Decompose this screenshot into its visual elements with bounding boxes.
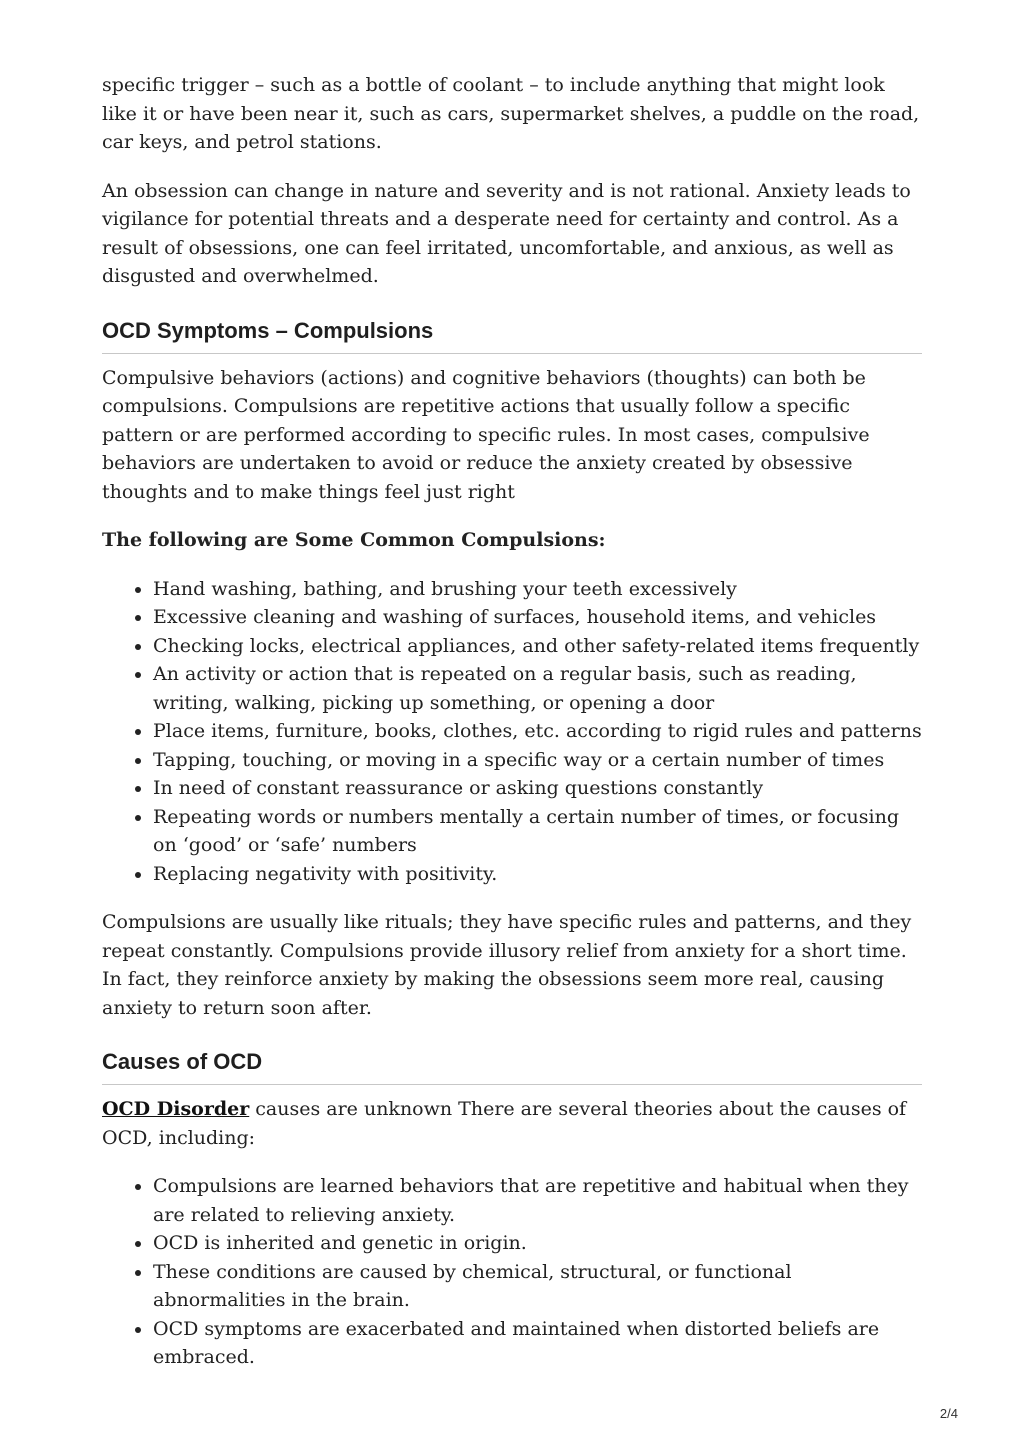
ocd-disorder-link[interactable]: OCD Disorder — [102, 1098, 250, 1120]
causes-heading: Causes of OCD — [102, 1048, 922, 1085]
intro-paragraph-2: An obsession can change in nature and severity and is not rational. Anxiety leads to vigilance for potential threats and a desperate need for certainty and control. As a result of obsessions, one can feel irritated, uncomfortable, and anxious, as well as disgusted and overwhelmed. — [102, 179, 911, 287]
list-item: • Excessive cleaning and washing of surfaces, household items, and vehicles — [153, 603, 922, 632]
list-item: • These conditions are caused by chemical, structural, or functional abnormalities in the brain. — [153, 1258, 922, 1315]
intro-paragraph-1: specific trigger – such as a bottle of coolant – to include anything that might look like it or have been near it, such as cars, supermarket shelves, a puddle on the road, car keys, and petrol stations. — [102, 74, 920, 153]
causes-list — [102, 1172, 922, 1372]
list-item: • An activity or action that is repeated on a regular basis, such as reading, writing, walking, picking up something, or opening a door — [153, 660, 922, 717]
page-number: 2/4 — [939, 1406, 958, 1421]
list-item: • OCD symptoms are exacerbated and maintained when distorted beliefs are embraced. — [153, 1315, 922, 1372]
article-body — [102, 0, 922, 1372]
compulsions-list — [102, 575, 922, 889]
compulsions-list-intro: The following are Some Common Compulsions: — [102, 529, 606, 551]
list-item: • Hand washing, bathing, and brushing your teeth excessively — [153, 575, 922, 604]
causes-paragraph — [102, 1095, 922, 1152]
list-item: • Tapping, touching, or moving in a specific way or a certain number of times — [153, 746, 922, 775]
compulsions-heading: OCD Symptoms – Compulsions — [102, 317, 922, 354]
list-item: • In need of constant reassurance or asking questions constantly — [153, 774, 922, 803]
compulsions-paragraph-2: Compulsions are usually like rituals; they have specific rules and patterns, and they repeat constantly. Compulsions provide illusory relief from anxiety for a short time. In fact, they reinforce anxiety by making the obsessions seem more real, causing anxiety to return soon after. — [102, 911, 912, 1019]
causes-paragraph-text: causes are unknown There are several theories about the causes of OCD, including: — [102, 1098, 907, 1149]
list-item: • Repeating words or numbers mentally a certain number of times, or focusing on ‘good’ or ‘safe’ numbers — [153, 803, 922, 860]
list-item: • OCD is inherited and genetic in origin. — [153, 1229, 922, 1258]
compulsions-paragraph-1: Compulsive behaviors (actions) and cognitive behaviors (thoughts) can both be compulsions. Compulsions are repetitive actions that usually follow a specific pattern or are performed according to specific rules. In most cases, compulsive behaviors are undertaken to avoid or reduce the anxiety created by obsessive thoughts and to make things feel just right — [102, 366, 870, 503]
list-item: • Checking locks, electrical appliances, and other safety-related items frequently — [153, 632, 922, 661]
list-item: • Place items, furniture, books, clothes, etc. according to rigid rules and patterns — [153, 717, 922, 746]
list-item: • Replacing negativity with positivity. — [153, 860, 922, 889]
list-item: • Compulsions are learned behaviors that are repetitive and habitual when they are related to relieving anxiety. — [153, 1172, 922, 1229]
